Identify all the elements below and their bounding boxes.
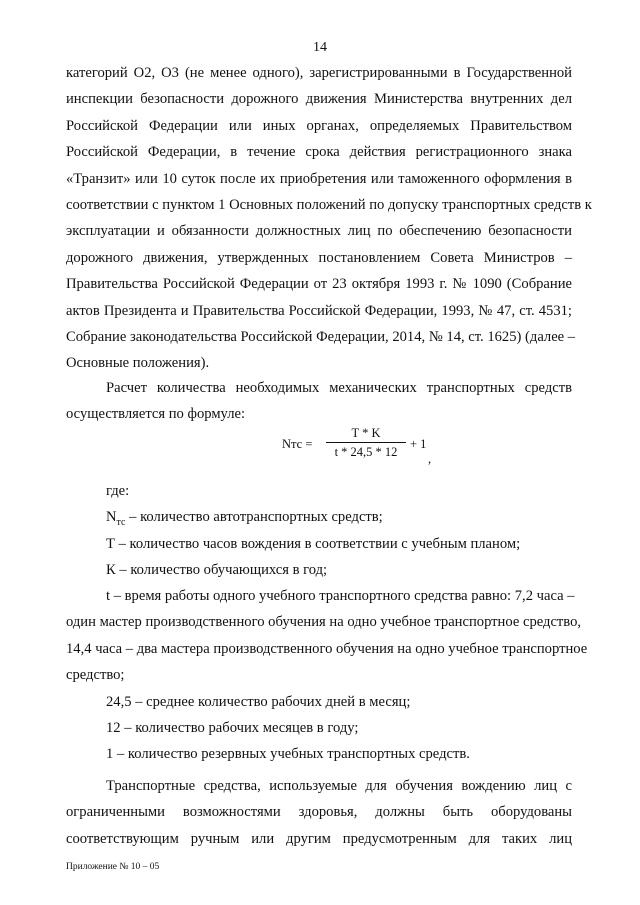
formula-denominator: t * 24,5 * 12 [334,445,398,459]
text-line: Российской Федерации, в течение срока действия регистрационного знака [66,144,572,161]
definition-days: 24,5 – среднее количество рабочих дней в месяц; [106,694,411,710]
text-line: Транспортные средства, используемые для обучения вождению лиц с [106,778,572,794]
text-line: эксплуатации и обязанности должностных лиц по обеспечению безопасности [66,223,572,240]
text-line: «Транзит» или 10 суток после их приобретения или таможенного оформления в [66,170,572,187]
text-line: Правительства Российской Федерации от 23 октября 1993 г. № 1090 (Собрание [66,276,572,293]
definition-k: К – количество обучающихся в год; [106,562,328,578]
text-line: Российской Федерации или иных органах, определяемых Правительством [66,117,572,134]
formula-comma: , [428,452,432,466]
page-number: 14 [313,40,327,55]
formula-numerator: T * K [326,426,406,443]
text-line: t – время работы одного учебного транспортного средства равно: 7,2 часа – [106,588,575,604]
paragraph-3 [66,773,572,852]
definition-reserve: 1 – количество резервных учебных транспортных средств. [106,746,470,762]
text-line: средство; [66,667,125,684]
text-line: Собрание законодательства Российской Федерации, 2014, № 14, ст. 1625) (далее – [66,329,576,346]
definition-t-upper: Т – количество часов вождения в соответствии с учебным планом; [106,536,521,552]
text-line: Основные положения). [66,355,210,372]
formula-plus-one: + 1 [410,437,427,451]
paragraph-2 [66,375,572,428]
text-line: дорожного движения, утвержденных постановлением Совета Министров – [66,249,572,266]
definition-t-lower [66,583,588,689]
text-line: соответствующим ручным или другим предусмотренным для таких лиц [66,830,572,847]
footer-note: Приложение № 10 – 05 [66,862,160,872]
definition-months: 12 – количество рабочих месяцев в году; [106,720,359,736]
text-line: категорий О2, О3 (не менее одного), зарегистрированными в Государственной [66,65,572,81]
paragraph-1 [66,60,592,377]
text-line: актов Президента и Правительства Российской Федерации, 1993, № 47, ст. 4531; [66,302,572,319]
text-line: осуществляется по формуле: [66,406,246,423]
text-line: соответствии с пунктом 1 Основных положений по допуску транспортных средств к [66,197,592,214]
formula-lhs: Nтс = [282,437,313,451]
where-label: где: [106,483,130,499]
text-line: один мастер производственного обучения на одно учебное транспортное средство, [66,614,582,631]
text-line: Расчет количества необходимых механических транспортных средств [106,380,572,396]
ntc-subscript: тс [116,516,126,528]
ntc-symbol: N [106,509,117,525]
text-line: инспекции безопасности дорожного движения Министерства внутренних дел [66,91,572,108]
text-line: ограниченными возможностями здоровья, должны быть оборудованы [66,804,572,821]
formula-fraction [326,426,406,460]
formula [282,426,442,470]
ntc-text: – количество автотранспортных средств; [125,509,383,525]
text-line: 14,4 часа – два мастера производственного обучения на одно учебное транспортное [66,640,588,657]
